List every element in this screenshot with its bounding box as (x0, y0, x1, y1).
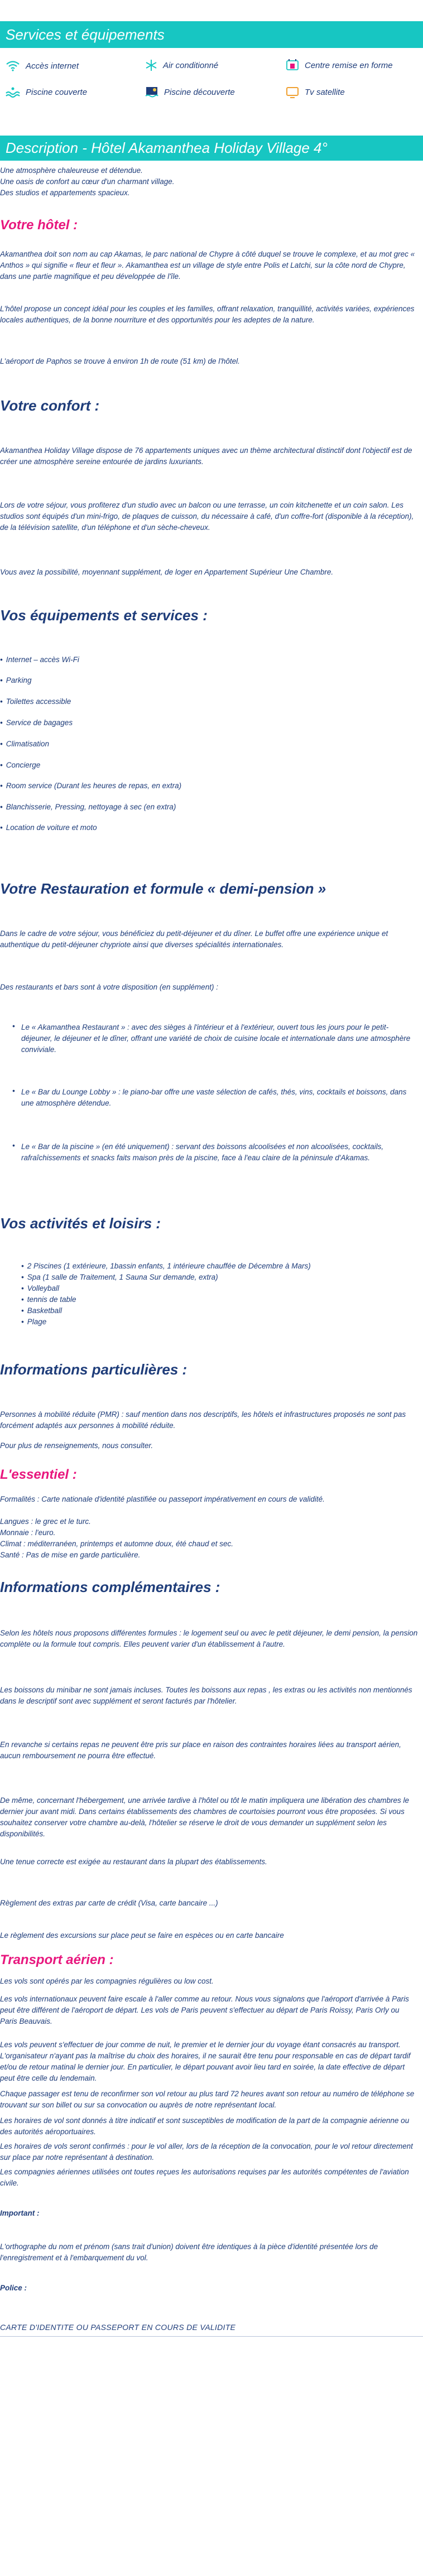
confort-title: Votre confort : (0, 397, 100, 414)
complementaires-paragraph: Une tenue correcte est exigée au restaurant dans la plupart des établissements. (0, 1858, 267, 1866)
transport-paragraph: Les vols sont opérés par les compagnies régulières ou low cost. (0, 1977, 214, 1985)
amenity-label: Air conditionné (163, 60, 219, 70)
amenity-indoor-pool (6, 86, 87, 98)
services-title: Services et équipements (0, 21, 423, 48)
list-bullet: • (12, 1022, 15, 1030)
wifi-icon (6, 60, 20, 71)
amenity-aircon (145, 59, 218, 71)
list-item: Le « Bar de la piscine » (en été uniquement) : servant des boissons alcoolisées et non alcoolisées, cocktails, rafraîchissements et snacks faits maison près de la piscine, face à l'eau claire de la péninsule d'Akamas. (21, 1142, 384, 1162)
transport-paragraph: Chaque passager est tenu de reconfirmer son vol retour au plus tard 72 heures avant son retour au numéro de téléphone se trouvant sur son billet ou sur sa convocation ou auprès de notre représentant local. (0, 2090, 415, 2109)
amenity-spa (286, 59, 393, 72)
essentiel-line: Climat : méditerranéen, printemps et automne doux, été chaud et sec. (0, 1540, 233, 1548)
intro-line: Une atmosphère chaleureuse et détendue. (0, 166, 143, 175)
pool-icon (6, 86, 20, 98)
infos-paragraph: Personnes à mobilité réduite (PMR) : sauf mention dans nos descriptifs, les hôtels et infrastructures proposés ne sont pas forcément adaptés aux personnes à mobilité réduite. (0, 1410, 406, 1430)
list-item: • Basketball (21, 1306, 63, 1315)
amenity-outdoor-pool (145, 86, 235, 98)
confort-paragraph: Lors de votre séjour, vous profiterez d'un studio avec un balcon ou une terrasse, un coin kitchenette et un coin salon. Les studios sont équipés d'un mini-frigo, de plaques de cuisson, du nécessaire à café, d'un coffre-fort (disponible à la réception), de la télévision satellite, d'un téléphone et d'un sèche-cheveux. (0, 501, 414, 532)
essentiel-paragraph: Formalités : Carte nationale d'identité plastifiée ou passeport impérativement en cours de validité. (0, 1495, 325, 1503)
amenity-wifi (6, 60, 79, 71)
transport-paragraph: Les vols internationaux peuvent faire escale à l'aller comme au retour. Nous vous signalons que l'aéroport d'arrivée à Paris peut être différent de l'aéroport de départ. Les vols de Paris peuvent s'effectuer au départ de Paris Roissy, Paris Orly ou Paris Beauvais. (0, 1995, 409, 2025)
list-item: Le « Bar du Lounge Lobby » : le piano-bar offre une vaste sélection de cafés, thés, vins, cocktails et boissons, dans une atmosphère détendue. (21, 1088, 407, 1107)
confort-paragraph: Vous avez la possibilité, moyennant supplément, de loger en Appartement Supérieur Une Chambre. (0, 568, 334, 576)
transport-paragraph: L'orthographe du nom et prénom (sans trait d'union) doivent être identiques à la pièce d'identité présentée lors de l'enregistrement et à l'embarquement du vol. (0, 2242, 378, 2262)
essentiel-line: Monnaie : l'euro. (0, 1528, 56, 1537)
list-bullet: • (12, 1087, 15, 1095)
transport-paragraph: Les horaires de vol sont donnés à titre indicatif et sont susceptibles de modification de la part de la compagnie aérienne ou des autorités aéroportuaires. (0, 2116, 410, 2136)
essentiel-title: L'essentiel : (0, 1467, 77, 1482)
important-label: Important : (0, 2209, 40, 2217)
infos-title: Informations particulières : (0, 1361, 188, 1378)
restauration-title: Votre Restauration et formule « demi-pension » (0, 880, 326, 897)
activites-title: Vos activités et loisirs : (0, 1215, 161, 1232)
list-bullet: • (12, 1141, 15, 1150)
list-item: • Parking (0, 676, 32, 684)
cni-notice: CARTE D'IDENTITE OU PASSEPORT EN COURS DE VALIDITE (0, 2323, 236, 2332)
complementaires-paragraph: Le règlement des excursions sur place peut se faire en espèces ou en carte bancaire (0, 1931, 284, 1940)
transport-title: Transport aérien : (0, 1952, 114, 1967)
spa-icon (286, 59, 299, 72)
hotel-paragraph: L'hôtel propose un concept idéal pour les couples et les familles, offrant relaxation, tranquillité, activités variées, expériences locales authentiques, de la bonne nourriture et des opportunités pour les adeptes de la nature. (0, 305, 415, 324)
amenity-tv (286, 86, 345, 98)
police-label: Police : (0, 2284, 27, 2292)
list-item: • Spa (1 salle de Traitement, 1 Sauna Sur demande, extra) (21, 1273, 218, 1281)
restauration-paragraph: Des restaurants et bars sont à votre disposition (en supplément) : (0, 983, 218, 991)
amenity-label: Piscine découverte (164, 87, 235, 97)
amenity-label: Tv satellite (305, 87, 345, 97)
list-item: Le « Akamanthea Restaurant » : avec des sièges à l'intérieur et à l'extérieur, ouvert tous les jours pour le petit-déjeuner, le déjeuner et le dîner, offrant une variété de choix de cuisine locale et internationale dans une atmosphère conviviale. (21, 1023, 411, 1054)
complementaires-paragraph: De même, concernant l'hébergement, une arrivée tardive à l'hôtel ou tôt le matin impliquera une libération des chambres le dernier jour avant midi. Dans certains établissements des chambres de courtoisies pourront vous être proposées. Si vous souhaitez conserver votre chambre au-delà, l'hôtelier se réserve le droit de vous demander un supplément selon les disponibilités. (0, 1796, 410, 1838)
list-item: • Volleyball (21, 1284, 60, 1292)
description-title: Description - Hôtel Akamanthea Holiday Village 4° (0, 136, 423, 161)
list-item: • Climatisation (0, 740, 50, 748)
tv-icon (286, 86, 299, 98)
hotel-paragraph: Akamanthea doit son nom au cap Akamas, le parc national de Chypre à côté duquel se trouve le complexe, et au mot grec « Anthos » qui signifie « fleur et fleur ». Akamanthea est un village de style entre Polis et Latchi, sur la côte nord de Chypre, dans une partie magnifique et peu développée de l'île. (0, 250, 415, 281)
essentiel-line: Langues : le grec et le turc. (0, 1517, 91, 1526)
intro-line: Une oasis de confort au cœur d'un charmant village. (0, 177, 175, 186)
transport-paragraph: Les vols peuvent s'effectuer de jour comme de nuit, le premier et le dernier jour du voyage étant consacrés au transport. L'organisateur n'ayant pas la maîtrise du choix des horaires, il ne saurait être tenu pour responsable en cas de départ tardif et/ou de retour matinal le dernier jour. En particulier, le départ pouvant avoir lieu tard en soirée, la date effective de départ peut être celle du lendemain. (0, 2040, 411, 2082)
essentiel-line: Santé : Pas de mise en garde particulière. (0, 1551, 141, 1559)
list-item: • Toilettes accessible (0, 697, 71, 706)
amenity-label: Accès internet (26, 61, 79, 71)
complementaires-paragraph: Règlement des extras par carte de crédit (Visa, carte bancaire ...) (0, 1899, 218, 1907)
amenity-label: Centre remise en forme (305, 60, 393, 70)
list-item: • Blanchisserie, Pressing, nettoyage à sec (en extra) (0, 803, 176, 811)
transport-paragraph: Les compagnies aériennes utilisées ont toutes reçues les autorisations requises par les autorités compétentes de l'aviation civile. (0, 2168, 409, 2187)
hotel-paragraph: L'aéroport de Paphos se trouve à environ 1h de route (51 km) de l'hôtel. (0, 357, 240, 365)
outdoor-pool-icon (145, 86, 158, 98)
list-item: • tennis de table (21, 1295, 76, 1304)
transport-paragraph: Les horaires de vols seront confirmés : pour le vol aller, lors de la réception de la convocation, pour le vol retour directement sur place par notre représentant à destination. (0, 2142, 413, 2162)
amenity-label: Piscine couverte (26, 87, 88, 97)
complementaires-paragraph: En revanche si certains repas ne peuvent être pris sur place en raison des contraintes horaires liées au transport aérien, aucun remboursement ne pourra être effectué. (0, 1740, 401, 1760)
divider (0, 2336, 423, 2337)
list-item: • Service de bagages (0, 718, 73, 727)
list-item: • Room service (Durant les heures de repas, en extra) (0, 782, 182, 790)
infos-paragraph: Pour plus de renseignements, nous consulter. (0, 1441, 153, 1450)
list-item: • Concierge (0, 761, 41, 769)
restauration-paragraph: Dans le cadre de votre séjour, vous bénéficiez du petit-déjeuner et du dîner. Le buffet offre une expérience unique et authentique du petit-déjeuner chypriote ainsi que diverses spécialités internationales. (0, 929, 388, 949)
list-item: • Location de voiture et moto (0, 823, 97, 832)
complementaires-paragraph: Les boissons du minibar ne sont jamais incluses. Toutes les boissons aux repas , les extras ou les activités non mentionnés dans le descriptif sont avec supplément et seront facturés par l'hôtelier. (0, 1686, 412, 1705)
snowflake-icon (145, 59, 157, 71)
equipements-title: Vos équipements et services : (0, 607, 208, 624)
list-item: • 2 Piscines (1 extérieure, 1bassin enfants, 1 intérieure chauffée de Décembre à Mars) (21, 1262, 311, 1270)
intro-line: Des studios et appartements spacieux. (0, 189, 130, 197)
list-item: • Plage (21, 1318, 47, 1326)
complementaires-title: Informations complémentaires : (0, 1579, 220, 1595)
complementaires-paragraph: Selon les hôtels nous proposons différentes formules : le logement seul ou avec le petit déjeuner, le demi pension, la pension complète ou la formule tout compris. Elles peuvent varier d'un établissement à l'autre. (0, 1629, 418, 1648)
hotel-title: Votre hôtel : (0, 218, 78, 233)
list-item: • Internet – accès Wi-Fi (0, 655, 79, 664)
confort-paragraph: Akamanthea Holiday Village dispose de 76 appartements uniques avec un thème architectural distinctif dont l'objectif est de créer une atmosphère sereine entourée de jardins luxuriants. (0, 446, 412, 466)
